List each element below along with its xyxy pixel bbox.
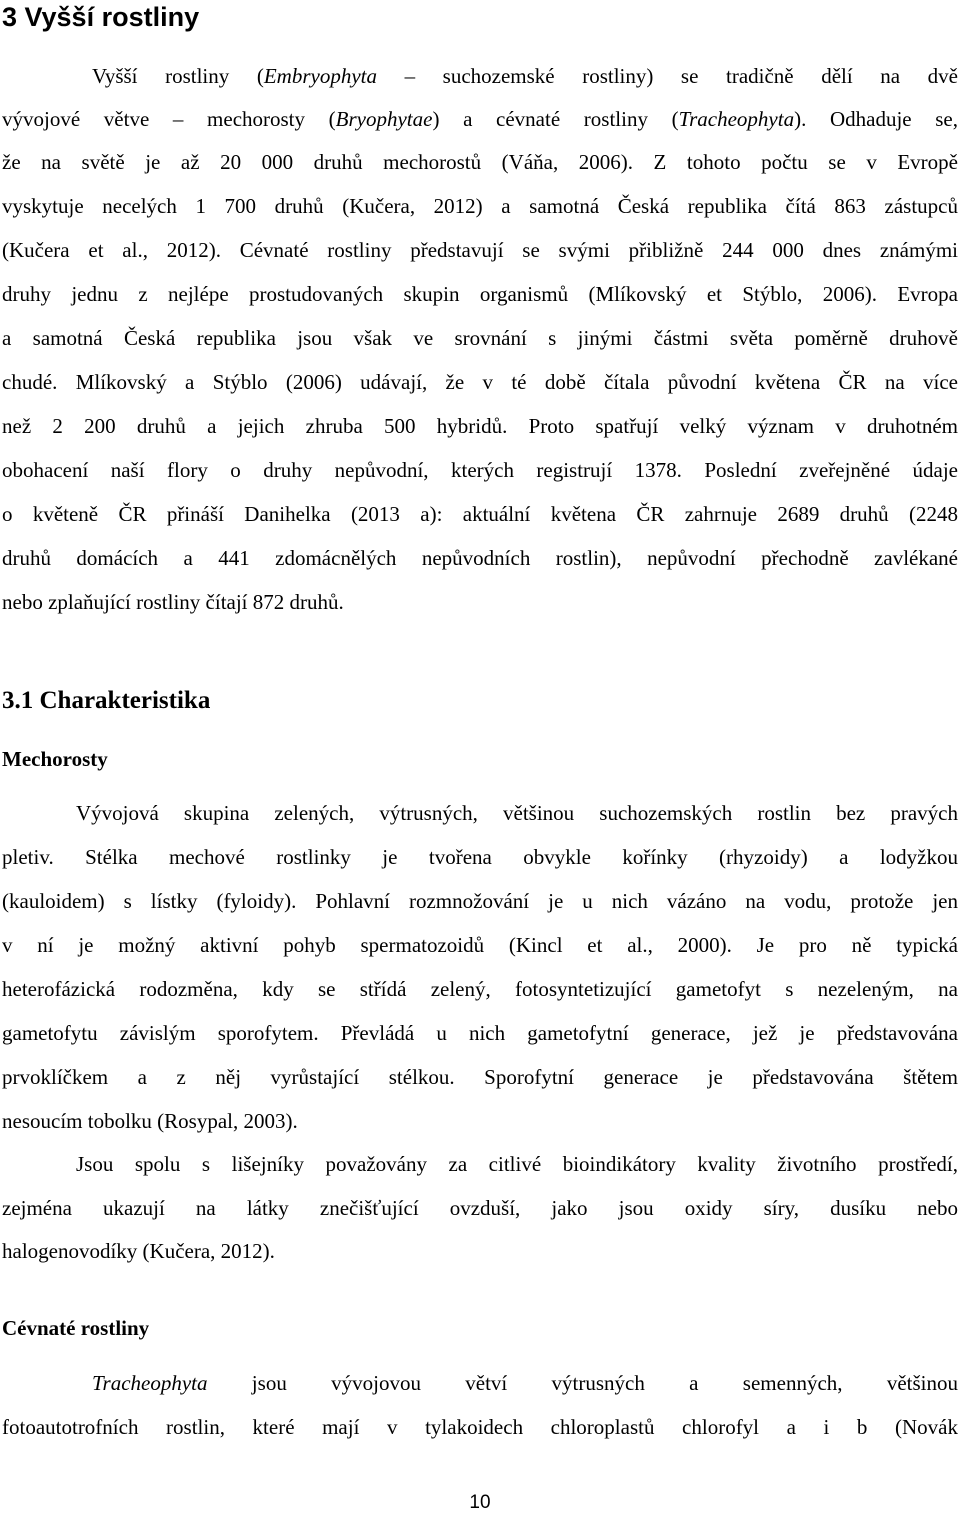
intro-line: (Kučera et al., 2012). Cévnaté rostliny představují se svými přibližně 244 000 dnes známými [2, 238, 958, 262]
vascular-line: Tracheophyta jsou vývojovou větví výtrusných a semenných, většinou [92, 1371, 958, 1395]
intro-line: o květeně ČR přináší Danihelka (2013 a): aktuální květena ČR zahrnuje 2689 druhů (2248 [2, 502, 958, 526]
mosses-line: (kauloidem) s lístky (fyloidy). Pohlavní rozmnožování je u nich vázáno na vodu, protože jen [2, 889, 958, 913]
mosses-heading: Mechorosty [2, 747, 108, 771]
mosses-line: Jsou spolu s lišejníky považovány za citlivé bioindikátory kvality životního prostředí, [76, 1152, 958, 1176]
mosses-line: prvoklíčkem a z něj vyrůstající stélkou. Sporofytní generace je představována štětem [2, 1065, 958, 1089]
intro-line: nebo zplaňující rostliny čítají 872 druhů. [2, 590, 344, 614]
mosses-line: gametofytu závislým sporofytem. Převládá u nich gametofytní generace, jež je představována [2, 1021, 958, 1045]
mosses-line: zejména ukazují na látky znečišťující ovzduší, jako jsou oxidy síry, dusíku nebo [2, 1196, 958, 1220]
intro-line: vývojové větve – mechorosty (Bryophytae) a cévnaté rostliny (Tracheophyta). Odhaduje se, [2, 107, 958, 131]
intro-line: Vyšší rostliny (Embryophyta – suchozemské rostliny) se tradičně dělí na dvě [92, 64, 958, 88]
vascular-line: fotoautotrofních rostlin, které mají v tylakoidech chloroplastů chlorofyl a i b (Novák [2, 1415, 958, 1439]
intro-line: druhy jednu z nejlépe prostudovaných skupin organismů (Mlíkovský et Stýblo, 2006). Evropa [2, 282, 958, 306]
section-title: 3.1 Charakteristika [2, 687, 211, 714]
mosses-line: v ní je možný aktivní pohyb spermatozoidů (Kincl et al., 2000). Je pro ně typická [2, 933, 958, 957]
mosses-line: Vývojová skupina zelených, výtrusných, většinou suchozemských rostlin bez pravých [76, 801, 958, 825]
page-number: 10 [469, 1492, 491, 1513]
intro-line: obohacení naší flory o druhy nepůvodní, kterých registrují 1378. Poslední zveřejněné údaje [2, 458, 958, 482]
intro-line: než 2 200 druhů a jejich zhruba 500 hybridů. Proto spatřují velký význam v druhotném [2, 414, 958, 438]
intro-line: že na světě je až 20 000 druhů mechorostů (Váňa, 2006). Z tohoto počtu se v Evropě [2, 150, 958, 174]
chapter-title: 3 Vyšší rostliny [2, 2, 200, 32]
mosses-line: pletiv. Stélka mechové rostlinky je tvořena obvykle kořínky (rhyzoidy) a lodyžkou [2, 845, 958, 869]
intro-line: a samotná Česká republika jsou však ve srovnání s jinými částmi světa poměrně druhově [2, 326, 958, 350]
intro-line: chudé. Mlíkovský a Stýblo (2006) udávají, že v té době čítala původní květena ČR na více [2, 370, 958, 394]
intro-line: vyskytuje necelých 1 700 druhů (Kučera, 2012) a samotná Česká republika čítá 863 zástupců [2, 194, 958, 218]
mosses-line: halogenovodíky (Kučera, 2012). [2, 1239, 275, 1263]
mosses-line: heterofázická rodozměna, kdy se střídá zelený, fotosyntetizující gametofyt s nezeleným, na [2, 977, 958, 1001]
vascular-heading: Cévnaté rostliny [2, 1316, 150, 1340]
intro-line: druhů domácích a 441 zdomácnělých nepůvodních rostlin), nepůvodní přechodně zavlékané [2, 546, 958, 570]
mosses-line: nesoucím tobolku (Rosypal, 2003). [2, 1109, 298, 1133]
